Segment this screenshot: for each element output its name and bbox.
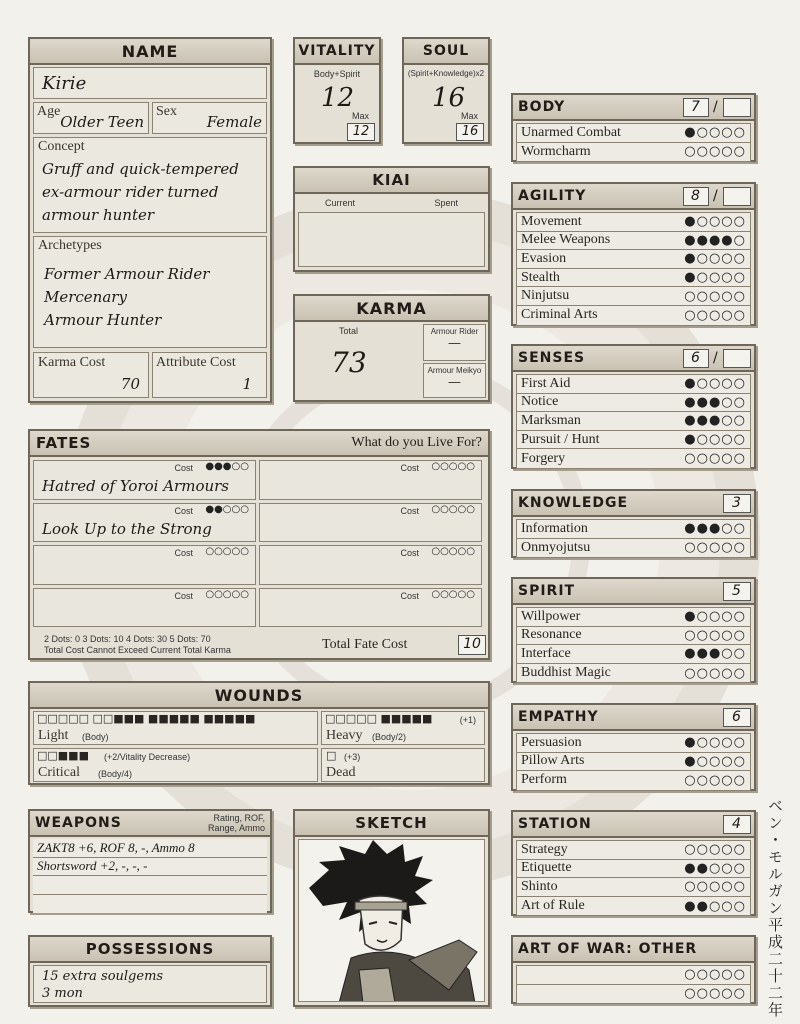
skill-dots[interactable]: ○○○○○ [684, 986, 746, 1002]
empathy-value[interactable]: 6 [723, 708, 751, 727]
skill-row[interactable] [517, 306, 750, 325]
light-wound-boxes[interactable]: □□□□□ □□■■■ ■■■■■ ■■■■■ [37, 712, 256, 725]
knowledge-value[interactable]: 3 [723, 494, 751, 513]
skill-row[interactable] [517, 375, 750, 394]
sketch-header: SKETCH [295, 811, 488, 837]
heavy-label: Heavy [326, 728, 363, 743]
skill-dots[interactable]: ○○○○○ [684, 627, 746, 643]
skill-dots[interactable]: ●●●●○ [684, 232, 746, 248]
body-title: BODY [518, 99, 566, 115]
knowledge-panel [511, 489, 756, 558]
attribute-cost-field[interactable] [152, 352, 267, 398]
spirit-title: SPIRIT [518, 583, 576, 599]
fate-slot[interactable] [33, 460, 256, 500]
fate-text: Look Up to the Strong [42, 519, 212, 538]
concept-text [42, 158, 239, 227]
empathy-panel [511, 703, 756, 791]
spirit-panel [511, 577, 756, 683]
skill-name: Willpower [521, 608, 581, 624]
skill-dots[interactable]: ●○○○○ [684, 432, 746, 448]
body-max-box[interactable] [723, 98, 751, 117]
heavy-modifier: (+1) [459, 715, 476, 725]
character-sketch-image [299, 840, 485, 1002]
heavy-sub: (Body/2) [372, 732, 407, 742]
agility-skills [516, 212, 751, 326]
skill-row[interactable] [517, 627, 750, 646]
senses-max-box[interactable] [723, 349, 751, 368]
station-value[interactable]: 4 [723, 815, 751, 834]
skill-name: Strategy [521, 841, 568, 857]
karma-cost-label: Karma Cost [38, 355, 106, 370]
kiai-spent-label: Spent [434, 198, 458, 208]
critical-modifier: (+2/Vitality Decrease) [104, 752, 191, 762]
dead-field[interactable] [321, 748, 485, 782]
karma-header: KARMA [295, 296, 488, 322]
skill-dots[interactable]: ●●●○○ [684, 521, 746, 537]
concept-label: Concept [38, 139, 85, 154]
skill-dots[interactable]: ○○○○○ [684, 665, 746, 681]
skill-name: Ninjutsu [521, 288, 570, 304]
weapons-title: WEAPONS [35, 815, 122, 831]
art-of-war-other-panel [511, 935, 756, 1004]
skill-name: Marksman [521, 412, 581, 428]
skill-dots[interactable]: ●○○○○ [684, 270, 746, 286]
skill-row[interactable] [517, 287, 750, 306]
weapon-row[interactable]: Shortsword +2, -, -, - [33, 858, 267, 877]
armour-meikyo-value: — [448, 375, 461, 390]
vitality-max-value[interactable]: 12 [347, 123, 375, 141]
skill-dots[interactable]: ●○○○○ [684, 753, 746, 769]
skill-dots[interactable]: ○○○○○ [684, 842, 746, 858]
skill-row[interactable] [517, 412, 750, 431]
concept-line: ex-armour rider turned [42, 183, 219, 201]
fate-slot[interactable] [33, 588, 256, 628]
fate-cost-dots[interactable]: ●●●○○ [205, 461, 249, 472]
fate-cost-dots[interactable]: ○○○○○ [205, 588, 249, 600]
vitality-max-label: Max [351, 111, 369, 121]
skill-name: Evasion [521, 250, 567, 266]
skill-name: Notice [521, 394, 559, 410]
fate-cost-label: Cost [174, 590, 193, 601]
fate-slot[interactable] [259, 460, 482, 500]
knowledge-title: KNOWLEDGE [518, 495, 629, 511]
skill-row[interactable] [517, 520, 750, 539]
soul-header: SOUL [404, 39, 488, 65]
skill-name: Forgery [521, 450, 566, 466]
skill-dots[interactable]: ●●○○○ [684, 898, 746, 914]
skill-row[interactable] [517, 645, 750, 664]
senses-header [513, 346, 754, 372]
skill-row[interactable] [517, 664, 750, 683]
senses-panel [511, 344, 756, 469]
art-of-war-other-skills [516, 965, 751, 1004]
dead-modifier: (+3) [344, 752, 361, 762]
archetypes-field[interactable] [33, 236, 267, 348]
skill-dots[interactable]: ●○○○○ [684, 609, 746, 625]
senses-title: SENSES [518, 350, 586, 366]
name-panel [28, 37, 272, 403]
fate-cost-label: Cost [400, 548, 419, 558]
weapons-header [30, 811, 270, 837]
body-header [513, 95, 754, 121]
skill-name: Shinto [521, 878, 558, 894]
skill-dots[interactable]: ●●●○○ [684, 413, 746, 429]
kiai-current-label: Current [325, 198, 356, 208]
skill-name: Persuasion [521, 734, 582, 750]
vitality-panel [293, 37, 381, 144]
fate-slot[interactable] [259, 503, 482, 543]
skill-row[interactable] [517, 539, 750, 558]
skill-dots[interactable]: ●○○○○ [684, 735, 746, 751]
name-header: NAME [30, 39, 270, 65]
empathy-skills [516, 733, 751, 791]
station-skills [516, 840, 751, 916]
skill-dots[interactable]: ○○○○○ [684, 288, 746, 304]
skill-dots[interactable]: ●●○○○ [684, 860, 746, 876]
possession-item: 15 extra soulgems [42, 969, 164, 984]
weapons-list [33, 839, 267, 913]
concept-line: Gruff and quick-tempered [42, 160, 239, 178]
skill-name: Information [521, 520, 588, 536]
weapons-panel [28, 809, 272, 913]
skill-dots[interactable]: ●●●○○ [684, 646, 746, 662]
body-value[interactable]: 7 [683, 98, 709, 117]
skill-name: Unarmed Combat [521, 124, 621, 140]
fate-cost-dots[interactable]: ○○○○○ [205, 546, 249, 557]
agility-slash: / [713, 188, 719, 204]
skill-row[interactable] [517, 213, 750, 232]
archetypes-text [44, 263, 209, 332]
name-value: Kirie [42, 73, 87, 94]
fate-cost-label: Cost [174, 463, 193, 473]
agility-title: AGILITY [518, 188, 587, 204]
body-slash: / [713, 99, 719, 115]
karma-cost-value: 70 [120, 375, 140, 393]
skill-row[interactable] [517, 394, 750, 413]
fates-header [30, 431, 488, 457]
agility-header [513, 184, 754, 210]
skill-row[interactable] [517, 232, 750, 251]
archetype-line: Former Armour Rider [44, 265, 210, 283]
fate-cost-dots[interactable]: ○○○○○ [431, 461, 475, 472]
fates-question: What do you Live For? [351, 435, 482, 450]
kiai-panel [293, 166, 490, 272]
fate-cost-label: Cost [400, 590, 419, 601]
critical-sub: (Body/4) [98, 769, 133, 779]
skill-dots[interactable]: ○○○○○ [684, 540, 746, 556]
senses-slash: / [713, 350, 719, 366]
agility-max-box[interactable] [723, 187, 751, 206]
art-of-war-other-title: ART OF WAR: OTHER [518, 941, 698, 957]
archetype-line: Mercenary [44, 288, 127, 306]
fate-cost-dots[interactable]: ○○○○○ [431, 588, 475, 600]
agility-panel [511, 182, 756, 326]
fates-title: FATES [36, 434, 92, 452]
total-fate-cost-label: Total Fate Cost [322, 637, 408, 652]
heavy-wound-boxes[interactable]: □□□□□ ■■■■■ [325, 712, 433, 725]
fate-cost-label: Cost [400, 505, 419, 516]
skill-name: Pursuit / Hunt [521, 431, 600, 447]
armour-meikyo-label: Armour Meikyo [427, 366, 482, 375]
fate-slot[interactable] [33, 503, 256, 543]
weapons-subheader: Rating, ROF, Range, Ammo [207, 813, 265, 833]
armour-rider-field[interactable] [423, 324, 486, 361]
karma-total-label: Total [339, 326, 359, 336]
empathy-header [513, 705, 754, 731]
possessions-header: POSSESSIONS [30, 937, 270, 963]
heavy-wounds-field[interactable] [321, 711, 485, 745]
skill-dots[interactable]: ○○○○○ [684, 879, 746, 895]
total-fate-cost-value[interactable]: 10 [458, 635, 486, 655]
skill-row[interactable] [517, 250, 750, 269]
skill-dots[interactable]: ○○○○○ [684, 451, 746, 467]
armour-meikyo-field[interactable] [423, 363, 486, 398]
age-value: Older Teen [60, 113, 144, 131]
skill-name: Criminal Arts [521, 307, 598, 323]
sex-label: Sex [156, 104, 177, 119]
spirit-skills [516, 607, 751, 683]
age-label: Age [37, 104, 61, 119]
fate-cost-label: Cost [400, 463, 419, 473]
attribute-cost-label: Attribute Cost [156, 355, 236, 370]
skill-row[interactable] [517, 431, 750, 450]
skill-name: Art of Rule [521, 898, 585, 914]
skill-name: Resonance [521, 627, 582, 643]
spirit-header [513, 579, 754, 605]
skill-row[interactable] [517, 841, 750, 860]
skill-row[interactable] [517, 897, 750, 916]
station-title: STATION [518, 816, 592, 832]
skill-name: First Aid [521, 375, 571, 391]
possessions-panel [28, 935, 272, 1007]
soul-panel [402, 37, 490, 144]
fates-grid [33, 460, 485, 630]
weapon-row[interactable] [33, 876, 267, 895]
fate-slot[interactable] [259, 588, 482, 628]
senses-value[interactable]: 6 [683, 349, 709, 368]
age-field[interactable] [33, 102, 149, 134]
dead-box[interactable]: □ [326, 749, 337, 762]
sketch-area[interactable] [298, 839, 485, 1002]
skill-row[interactable] [517, 608, 750, 627]
wounds-header: WOUNDS [30, 683, 488, 709]
soul-value: 16 [432, 83, 466, 113]
skill-row[interactable] [517, 860, 750, 879]
agility-value[interactable]: 8 [683, 187, 709, 206]
skill-dots[interactable]: ●○○○○ [684, 125, 746, 141]
possessions-field[interactable] [33, 965, 267, 1003]
concept-line: armour hunter [42, 206, 155, 224]
fate-slot[interactable] [259, 545, 482, 585]
concept-field[interactable] [33, 137, 267, 233]
skill-name: Perform [521, 772, 567, 788]
art-of-war-other-header [513, 937, 754, 963]
skill-dots[interactable]: ○○○○○ [684, 772, 746, 788]
fate-cost-label: Cost [174, 548, 193, 558]
skill-row[interactable] [517, 143, 750, 162]
spirit-value[interactable]: 5 [723, 582, 751, 601]
vitality-formula: Body+Spirit [313, 69, 361, 79]
skill-dots[interactable]: ●●●○○ [684, 394, 746, 410]
fates-note-dots: 2 Dots: 0 3 Dots: 10 4 Dots: 30 5 Dots: 70 [44, 634, 211, 644]
vitality-header: VITALITY [295, 39, 379, 65]
skill-row[interactable] [517, 753, 750, 772]
fate-cost-dots[interactable]: ○○○○○ [431, 546, 475, 557]
critical-wound-boxes[interactable]: □□■■■ [37, 749, 89, 762]
fate-cost-dots[interactable]: ○○○○○ [431, 503, 475, 515]
skill-dots[interactable]: ●○○○○ [684, 214, 746, 230]
archetypes-label: Archetypes [38, 238, 102, 253]
karma-cost-field[interactable] [33, 352, 149, 398]
skill-name: Pillow Arts [521, 753, 585, 769]
station-panel [511, 810, 756, 916]
kiai-field[interactable] [298, 212, 485, 267]
soul-formula: (Spirit+Knowledge)x2 [407, 69, 485, 78]
light-label: Light [38, 728, 69, 743]
weapon-row[interactable] [33, 895, 267, 914]
critical-wounds-field[interactable] [33, 748, 318, 782]
light-sub: (Body) [82, 732, 109, 742]
skill-name: Buddhist Magic [521, 665, 611, 681]
empathy-title: EMPATHY [518, 709, 599, 725]
skill-row[interactable] [517, 878, 750, 897]
dead-label: Dead [326, 765, 356, 780]
body-skills [516, 123, 751, 162]
skill-row[interactable] [517, 124, 750, 143]
sketch-panel [293, 809, 490, 1007]
skill-row[interactable] [517, 269, 750, 288]
skill-name: Interface [521, 645, 571, 661]
fates-note-total: Total Cost Cannot Exceed Current Total Karma [44, 645, 231, 655]
skill-name: Onmyojutsu [521, 539, 591, 555]
skill-dots[interactable]: ○○○○○ [684, 967, 746, 983]
skill-dots[interactable]: ●○○○○ [684, 251, 746, 267]
skill-row[interactable] [517, 449, 750, 468]
karma-total-value: 73 [331, 346, 367, 379]
karma-panel [293, 294, 490, 402]
skill-dots[interactable]: ○○○○○ [684, 307, 746, 323]
skill-name: Wormcharm [521, 143, 591, 159]
skill-name: Etiquette [521, 860, 572, 876]
soul-max-value[interactable]: 16 [456, 123, 484, 141]
station-header [513, 812, 754, 838]
artist-credit: ベン・モルガン平成二十二年 [766, 798, 784, 1019]
skill-name: Stealth [521, 269, 560, 285]
sex-value: Female [206, 113, 262, 131]
kiai-header: KIAI [295, 168, 488, 194]
skill-row[interactable] [517, 966, 750, 985]
knowledge-skills [516, 519, 751, 558]
skill-name: Melee Weapons [521, 232, 611, 248]
sex-field[interactable] [152, 102, 267, 134]
body-panel [511, 93, 756, 162]
attribute-cost-value: 1 [242, 375, 252, 393]
fates-panel [28, 429, 490, 660]
skill-row[interactable] [517, 734, 750, 753]
fate-text: Hatred of Yoroi Armours [42, 477, 230, 495]
fate-slot[interactable] [33, 545, 256, 585]
knowledge-header [513, 491, 754, 517]
possession-item: 3 mon [42, 986, 83, 1001]
skill-name: Movement [521, 213, 582, 229]
wounds-panel [28, 681, 490, 785]
critical-label: Critical [38, 765, 80, 780]
name-field[interactable] [33, 67, 267, 99]
soul-max-label: Max [460, 111, 478, 121]
weapon-row[interactable]: ZAKT8 +6, ROF 8, -, Ammo 8 [33, 839, 267, 858]
archetype-line: Armour Hunter [44, 311, 162, 329]
armour-rider-label: Armour Rider [430, 327, 479, 336]
armour-rider-value: — [448, 336, 461, 351]
skill-dots[interactable]: ●○○○○ [684, 376, 746, 392]
fate-cost-label: Cost [174, 505, 193, 516]
skill-dots[interactable]: ○○○○○ [684, 144, 746, 160]
senses-skills [516, 374, 751, 469]
skill-row[interactable] [517, 771, 750, 790]
light-wounds-field[interactable] [33, 711, 318, 745]
skill-row[interactable] [517, 985, 750, 1004]
vitality-value: 12 [321, 83, 355, 113]
fate-cost-dots[interactable]: ●●○○○ [205, 503, 249, 515]
